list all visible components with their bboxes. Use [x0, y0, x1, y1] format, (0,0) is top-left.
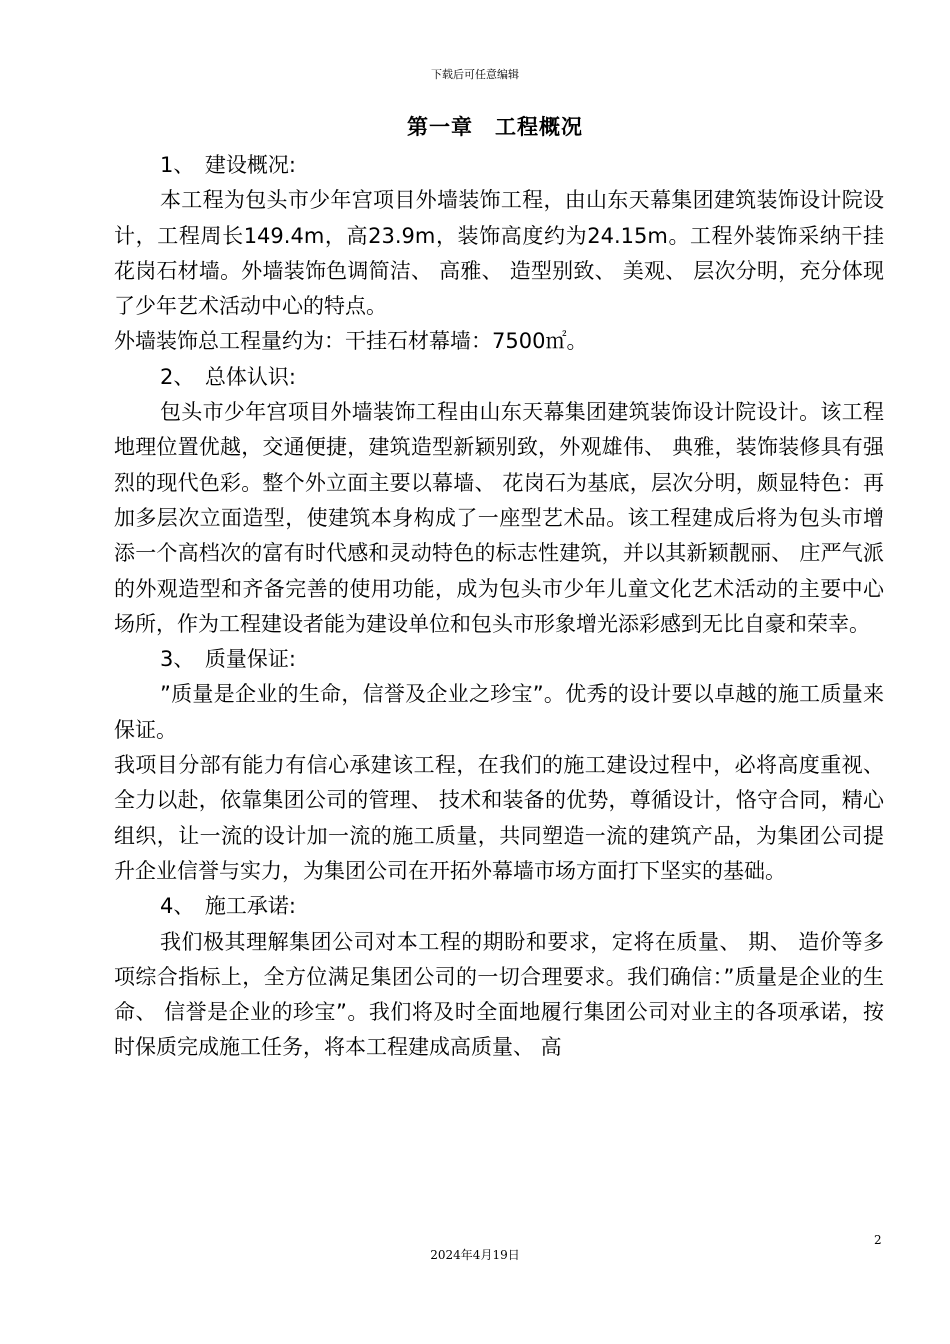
- paragraph: 我们极其理解集团公司对本工程的期盼和要求，定将在质量、 期、 造价等多项综合指标上，全方位满足集团公司的一切合理要求。我们确信：”质量是企业的生命、 信誉是企业的珍宝”。我们将及时全面地履行集团公司对业主的各项承诺，按时保质完成施工任务，将本工程建成高质量、 高: [114, 929, 884, 1060]
- paragraph: 我项目分部有能力有信心承建该工程，在我们的施工建设过程中，必将高度重视、 全力以赴，依靠集团公司的管理、 技术和装备的优势，尊循设计，恪守合同，精心组织，让一流的设计加一流的施工质量，共同塑造一流的建筑产品，为集团公司提升企业信誉与实力，为集团公司在开拓外幕墙市场方面打下坚实的基础。: [114, 753, 884, 883]
- page-footer-date: 2024年4月19日: [430, 1248, 520, 1262]
- paragraph: 外墙装饰总工程量约为：干挂石材幕墙：7500㎡。: [114, 329, 588, 354]
- page-header: 下载后可任意编辑: [431, 68, 519, 81]
- paragraph: 本工程为包头市少年宫项目外墙装饰工程，由山东天幕集团建筑装饰设计院设计，工程周长149.4m，高23.9m，装饰高度约为24.15m。工程外装饰采纳干挂花岗石材墙。外墙装饰色调简洁、 高雅、 造型别致、 美观、 层次分明，充分体现了少年艺术活动中心的特点。: [114, 188, 884, 319]
- section-heading-2: 2、 总体认识:: [160, 364, 296, 389]
- section-heading-1: 1、 建设概况:: [160, 153, 296, 177]
- section-heading-4: 4、 施工承诺:: [160, 894, 296, 919]
- document-body: [114, 148, 884, 1066]
- page-number: 2: [874, 1233, 882, 1247]
- chapter-title: 第一章 工程概况: [407, 115, 583, 139]
- paragraph: 包头市少年宫项目外墙装饰工程由山东天幕集团建筑装饰设计院设计。该工程地理位置优越，交通便捷，建筑造型新颖别致，外观雄伟、 典雅，装饰装修具有强烈的现代色彩。整个外立面主要以幕墙、 花岗石为基底，层次分明，颇显特色：再加多层次立面造型，使建筑本身构成了一座型艺术品。该工程建成后将为包头市增添一个高档次的富有时代感和灵动特色的标志性建筑，并以其新颖靓丽、 庄严气派的外观造型和齐备完善的使用功能，成为包头市少年儿童文化艺术活动的主要中心场所，作为工程建设者能为建设单位和包头市形象增光添彩感到无比自豪和荣幸。: [114, 400, 884, 636]
- paragraph: ”质量是企业的生命，信誉及企业之珍宝”。优秀的设计要以卓越的施工质量来保证。: [114, 682, 884, 742]
- section-heading-3: 3、 质量保证:: [160, 647, 296, 672]
